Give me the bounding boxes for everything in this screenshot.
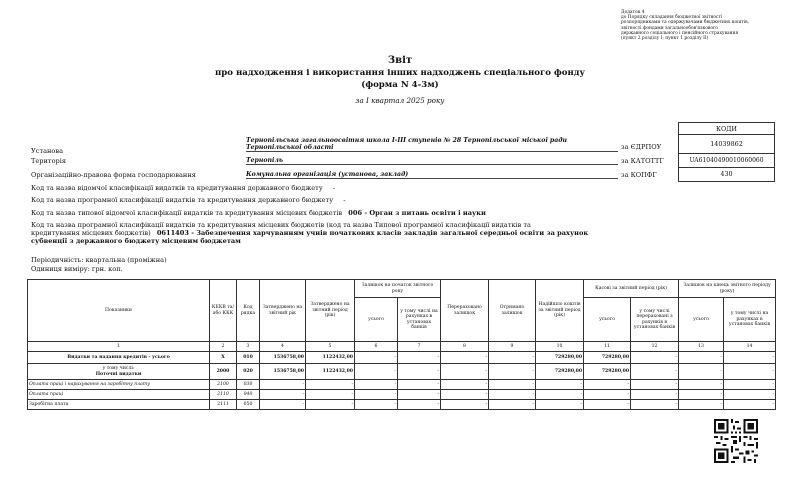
program-class-text: Код та назва програмної класифікації видатків та кредитування державного бюджету	[31, 196, 334, 204]
row-code: 030	[237, 380, 260, 390]
col-number: 14	[724, 342, 776, 352]
unit: Одиниця виміру: грн. коп.	[31, 265, 123, 273]
row-value: -	[584, 390, 631, 400]
col-header-rest-end-total: усього	[679, 298, 724, 342]
institution-label: Установа	[31, 147, 64, 155]
table-row	[28, 390, 776, 400]
row-value: 729280,00	[536, 364, 584, 380]
row-name: Заробітна плата	[28, 400, 210, 410]
col-header-cash: Касові за звітний період (рік)	[584, 280, 679, 298]
row-value: -	[631, 390, 679, 400]
kopfg-code: 430	[678, 168, 775, 182]
row-value: 1122432,00	[306, 352, 355, 364]
row-value: -	[398, 390, 441, 400]
row-value: -	[489, 400, 536, 410]
row-value: -	[441, 400, 489, 410]
dept-class-label	[31, 184, 335, 192]
row-value: -	[306, 390, 355, 400]
row-value: -	[260, 380, 306, 390]
table-row	[28, 380, 776, 390]
approval-line: Додаток 4	[621, 10, 645, 15]
katottg-label: за КАТОТТГ	[621, 157, 664, 165]
row-kekv: 2111	[210, 400, 237, 410]
col-number: 5	[306, 342, 355, 352]
table-row	[28, 352, 776, 364]
institution-value: Тернопільська загальноосвітня школа I-III ступенів № 28 Тернопільської міської ради Тернопільської області	[246, 137, 618, 152]
row-value: -	[398, 400, 441, 410]
col-number: 2	[210, 342, 237, 352]
row-value: -	[724, 364, 776, 380]
col-number: 12	[631, 342, 679, 352]
col-number: 11	[584, 342, 631, 352]
row-value: -	[679, 390, 724, 400]
row-value: -	[441, 352, 489, 364]
row-name-main: Поточні видатки	[95, 371, 142, 377]
row-code: 020	[237, 364, 260, 380]
program-class-label	[31, 196, 345, 204]
row-value: -	[489, 364, 536, 380]
col-number: 10	[536, 342, 584, 352]
row-value: 729280,00	[536, 352, 584, 364]
org-form-value: Комунальна організація (установа, заклад)	[246, 171, 618, 179]
row-value: 1536758,00	[260, 364, 306, 380]
row-value: -	[584, 400, 631, 410]
row-value: -	[306, 380, 355, 390]
col-header-kekv: КЕКВ та/або ККК	[210, 280, 237, 342]
col-header-rest-end: Залишок на кінець звітного періоду (року)	[679, 280, 776, 298]
approval-line: звітності фондами загальнообов'язкового	[621, 25, 718, 31]
dept-class-text: Код та назва відомчої класифікації видатків та кредитування державного бюджету	[31, 184, 323, 192]
territory-label: Територія	[31, 157, 67, 165]
col-header-transferred: Перераховано залишок	[441, 280, 489, 342]
row-value: -	[355, 380, 398, 390]
report-form: (форма N 4-3м)	[361, 80, 439, 90]
row-value: -	[355, 352, 398, 364]
territory-value: Тернопіль	[246, 157, 618, 165]
col-number: 4	[260, 342, 306, 352]
row-code: 040	[237, 390, 260, 400]
row-kekv: 2110	[210, 390, 237, 400]
col-header-rest-begin-incl: у тому числі на рахунках в установах банків	[398, 298, 441, 342]
col-header-approved-period: Затверджено на звітний період (рік)	[306, 280, 355, 342]
col-number: 1	[28, 342, 210, 352]
row-kekv: 2000	[210, 364, 237, 380]
row-value: -	[355, 364, 398, 380]
column-number-row	[28, 342, 776, 352]
row-name: Видатки та надання кредитів - усього	[28, 352, 210, 364]
table-row	[28, 400, 776, 410]
row-value: -	[724, 380, 776, 390]
col-header-rest-end-incl: у тому числі на рахунках в установах банків	[724, 298, 776, 342]
col-header-name: Показники	[28, 280, 210, 342]
local-program-class-line1: Код та назва програмної класифікації видатків та кредитування місцевих бюджетів (код та назва Типової програмної класифікації видатків та	[31, 221, 531, 229]
col-number: 9	[489, 342, 536, 352]
edrpou-label: за ЄДРПОУ	[621, 143, 662, 151]
table-row	[28, 364, 776, 380]
row-value: -	[536, 380, 584, 390]
approval-line: до Порядку складання бюджетної звітності	[621, 15, 723, 21]
katottg-code: UA61040490010060060	[678, 154, 775, 168]
row-value: -	[631, 364, 679, 380]
row-value: -	[398, 380, 441, 390]
col-header-cash-total: усього	[584, 298, 631, 342]
row-value: 729280,00	[584, 352, 631, 364]
program-class-value: -	[343, 196, 346, 204]
row-value: -	[489, 380, 536, 390]
row-value: -	[306, 400, 355, 410]
row-value: 1536758,00	[260, 352, 306, 364]
report-period: за I квартал 2025 року	[355, 96, 445, 105]
row-kekv: 2100	[210, 380, 237, 390]
row-value: -	[489, 352, 536, 364]
row-name	[28, 364, 210, 380]
col-header-row-code: Код рядка	[237, 280, 260, 342]
periodicity: Періодичність: квартальна (проміжна)	[31, 256, 167, 264]
approval-line: розпорядниками та одержувачами бюджетних коштів,	[621, 20, 749, 26]
col-header-approved-year: Затверджено на звітний рік	[260, 280, 306, 342]
row-kekv: Х	[210, 352, 237, 364]
col-header-rest-begin: Залишок на початок звітного року	[355, 280, 441, 298]
report-table	[27, 279, 776, 410]
local-program-class-text: кредитування місцевих бюджетів)	[31, 229, 151, 237]
row-value: 1122432,00	[306, 364, 355, 380]
local-program-class-line2	[31, 229, 588, 237]
row-value: -	[584, 380, 631, 390]
row-value: -	[631, 400, 679, 410]
row-value: -	[631, 380, 679, 390]
col-header-rest-begin-total: усього	[355, 298, 398, 342]
approval-line: державного соціального і пенсійного страхування	[621, 30, 739, 36]
row-code: 010	[237, 352, 260, 364]
row-value: -	[679, 380, 724, 390]
row-value: -	[536, 400, 584, 410]
row-value: -	[724, 352, 776, 364]
row-value: -	[441, 364, 489, 380]
row-value: -	[398, 352, 441, 364]
col-number: 13	[679, 342, 724, 352]
row-value: -	[489, 390, 536, 400]
row-value: -	[724, 400, 776, 410]
report-subtitle: про надходження і використання інших надходжень спеціального фонду	[214, 68, 585, 78]
col-header-cash-incl: у тому числі перераховані з рахунків в установах банків	[631, 298, 679, 342]
row-value: -	[441, 380, 489, 390]
row-value: 729280,00	[584, 364, 631, 380]
row-value: -	[441, 390, 489, 400]
local-dept-class-text: Код та назва типової відомчої класифікації видатків та кредитування місцевих бюджетів	[31, 209, 343, 217]
row-name: Оплата праці	[28, 390, 210, 400]
col-header-received: Отримано залишок	[489, 280, 536, 342]
row-value: -	[679, 352, 724, 364]
qr-code-icon	[714, 419, 758, 463]
row-value: -	[355, 400, 398, 410]
edrpou-code: 14039862	[678, 135, 775, 154]
row-value: -	[398, 364, 441, 380]
row-value: -	[260, 390, 306, 400]
row-value: -	[260, 400, 306, 410]
row-name: Оплата праці і нарахування на заробітну плату	[28, 380, 210, 390]
local-dept-class-value: 006 - Орган з питань освіти і науки	[348, 209, 486, 217]
col-number: 8	[441, 342, 489, 352]
col-header-income: Надійшло коштів за звітний період (рік)	[536, 280, 584, 342]
row-value: -	[724, 390, 776, 400]
local-program-class-value: 0611403 - Забезпечення харчуванням учнів початкових класів закладів загальної середньої освіти за рахунок	[156, 229, 589, 237]
kopfg-label: за КОПФГ	[621, 171, 657, 179]
local-dept-class-label	[31, 209, 486, 217]
col-number: 7	[398, 342, 441, 352]
approval-note	[621, 10, 791, 41]
row-value: -	[631, 352, 679, 364]
row-value: -	[679, 400, 724, 410]
row-code: 050	[237, 400, 260, 410]
row-value: -	[355, 390, 398, 400]
row-value: -	[536, 390, 584, 400]
codes-header: КОДИ	[678, 122, 775, 135]
org-form-label: Організаційно-правова форма господарювання	[31, 171, 196, 179]
row-name-prefix: у тому числі:	[102, 366, 135, 372]
col-number: 3	[237, 342, 260, 352]
local-program-class-line3: субвенції з державного бюджету місцевим бюджетам	[31, 237, 241, 245]
approval-line: (пункт 2 розділу I; пункт 1 розділу II)	[621, 36, 709, 42]
report-title: Звіт	[387, 55, 413, 66]
dept-class-value: -	[332, 184, 336, 192]
col-number: 6	[355, 342, 398, 352]
row-value: -	[679, 364, 724, 380]
